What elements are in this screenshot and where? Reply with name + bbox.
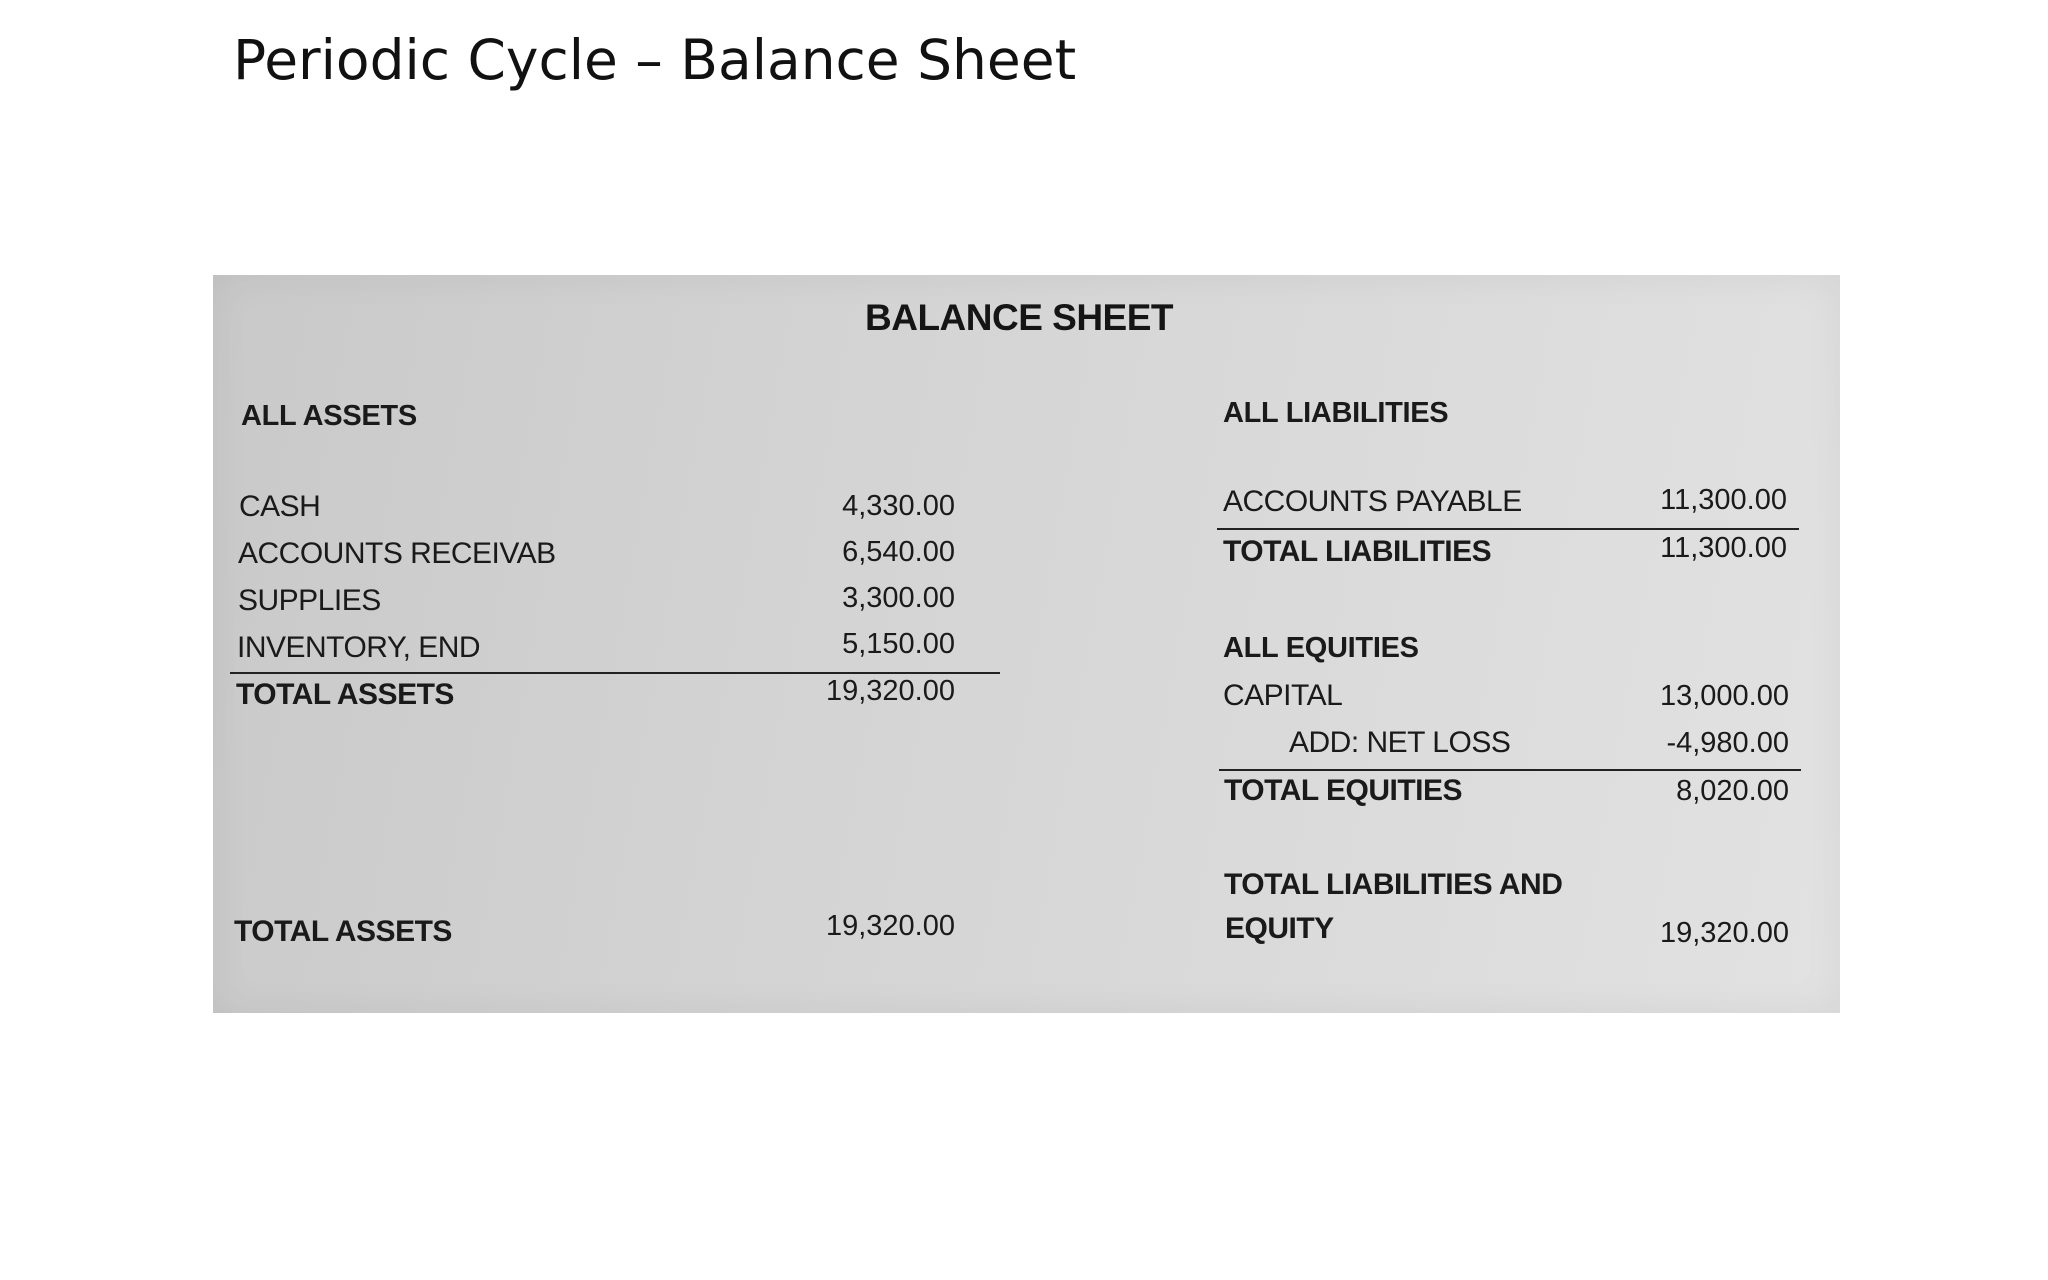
assets-total-label: TOTAL ASSETS [236,678,454,711]
equities-total-label: TOTAL EQUITIES [1224,774,1463,807]
equities-header: ALL EQUITIES [1223,632,1419,664]
balance-sheet-photo [213,275,1840,1013]
assets-grand-total-label: TOTAL ASSETS [234,915,452,948]
equities-total-rule [1219,769,1801,771]
asset-amount-accounts-receivable: 6,540.00 [842,536,955,568]
asset-amount-cash: 4,330.00 [842,490,955,522]
equity-label-capital: CAPITAL [1223,679,1343,712]
assets-grand-total-amount: 19,320.00 [825,910,955,942]
liability-amount-accounts-payable: 11,300.00 [1660,484,1787,516]
sheet-title: BALANCE SHEET [865,297,1174,338]
slide-title: Periodic Cycle – Balance Sheet [233,28,1077,92]
assets-total-amount: 19,320.00 [825,675,955,707]
asset-amount-supplies: 3,300.00 [842,582,955,614]
equity-amount-net-loss: -4,980.00 [1666,727,1789,759]
equities-total-amount: 8,020.00 [1676,775,1789,807]
asset-label-accounts-receivable: ACCOUNTS RECEIVAB [238,537,556,570]
asset-amount-inventory-end: 5,150.00 [842,628,955,660]
assets-header: ALL ASSETS [241,400,417,432]
liabilities-total-label: TOTAL LIABILITIES [1223,535,1492,568]
asset-label-supplies: SUPPLIES [238,584,381,617]
grand-total-amount: 19,320.00 [1659,917,1789,949]
liabilities-total-amount: 11,300.00 [1660,532,1787,564]
asset-label-cash: CASH [239,490,321,523]
liabilities-header: ALL LIABILITIES [1223,397,1449,429]
liability-label-accounts-payable: ACCOUNTS PAYABLE [1223,485,1522,518]
asset-label-inventory-end: INVENTORY, END [237,631,481,664]
grand-total-label-line1: TOTAL LIABILITIES AND [1224,868,1563,901]
equity-label-net-loss: ADD: NET LOSS [1289,726,1511,759]
equity-amount-capital: 13,000.00 [1659,680,1789,712]
grand-total-label-line2: EQUITY [1225,912,1334,945]
liabilities-total-rule [1217,528,1799,530]
assets-total-rule [230,672,1000,674]
